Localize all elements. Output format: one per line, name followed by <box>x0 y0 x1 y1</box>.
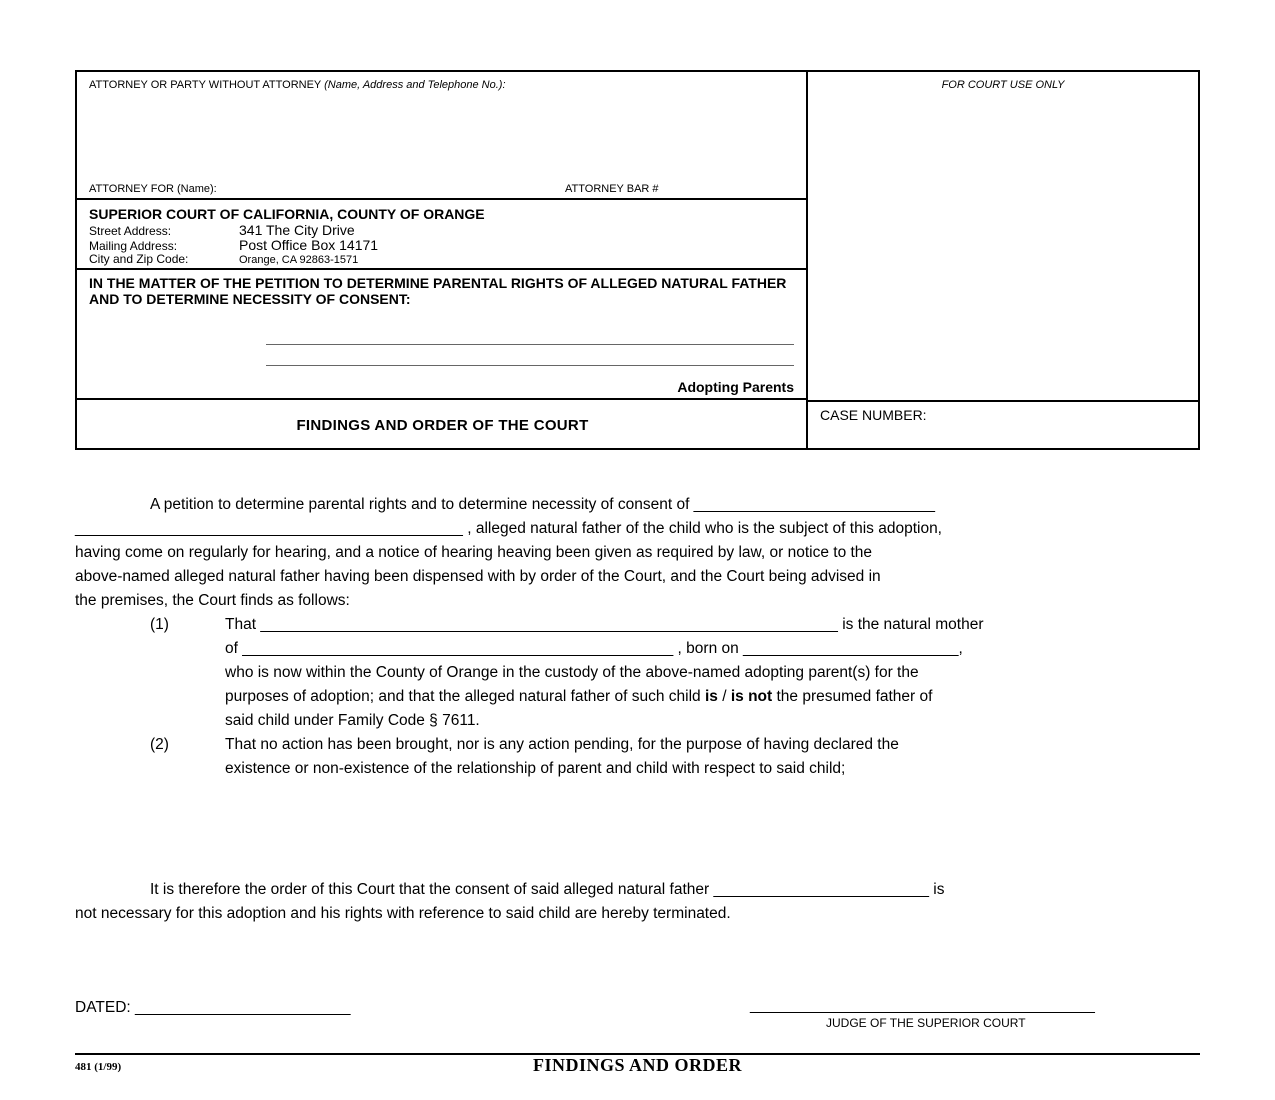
finding-1-line-3: who is now within the County of Orange in the custody of the above-named adopting parent(s) for the <box>225 664 919 681</box>
city-zip-label: City and Zip Code: <box>89 252 189 266</box>
adopting-parent-name-line-1[interactable] <box>266 344 794 345</box>
court-address-section <box>77 200 806 270</box>
matter-section <box>77 270 806 400</box>
mailing-address-row <box>89 237 378 253</box>
dated-field[interactable]: DATED: _________________________ <box>75 999 351 1016</box>
caption-right-column <box>808 72 1198 448</box>
mailing-address-label: Mailing Address: <box>89 239 178 253</box>
attorney-for-label: ATTORNEY FOR (Name): <box>89 183 217 195</box>
finding-1-line-2: of __________________________________________________ , born on _________________________, <box>225 640 963 657</box>
petition-line-4: above-named alleged natural father having been dispensed with by order of the Court, and the Court being advised in <box>75 568 881 585</box>
caption-left-column <box>77 72 808 448</box>
finding-1-line-5: said child under Family Code § 7611. <box>225 712 480 729</box>
finding-2-line-1: That no action has been brought, nor is any action pending, for the purpose of having declared the <box>225 736 899 753</box>
form-code: 481 (1/99) <box>75 1061 122 1073</box>
is-option[interactable]: is <box>704 688 718 705</box>
order-line-1: It is therefore the order of this Court that the consent of said alleged natural father _________________________ is <box>150 881 945 898</box>
is-not-option[interactable]: is not <box>730 688 773 705</box>
adopting-parents-label: Adopting Parents <box>677 379 794 395</box>
finding-1-line-4: purposes of adoption; and that the alleged natural father of such child is / is not the presumed father of <box>225 688 933 705</box>
court-use-only-label: FOR COURT USE ONLY <box>941 79 1065 91</box>
city-zip-value: Orange, CA 92863-1571 <box>239 254 359 266</box>
city-zip-row <box>89 252 358 266</box>
petition-line-2: _____________________________________________ , alleged natural father of the child who is the subject of this adoption, <box>75 520 942 537</box>
petition-line-1: A petition to determine parental rights and to determine necessity of consent of ____________________________ <box>150 496 936 513</box>
court-name: SUPERIOR COURT OF CALIFORNIA, COUNTY OF ORANGE <box>89 206 485 222</box>
attorney-section[interactable] <box>77 72 806 200</box>
attorney-label: ATTORNEY OR PARTY WITHOUT ATTORNEY (Name, Address and Telephone No.): <box>89 79 506 91</box>
matter-title: IN THE MATTER OF THE PETITION TO DETERMINE PARENTAL RIGHTS OF ALLEGED NATURAL FATHER AND TO DETERMINE NECESSITY OF CONSENT: <box>89 275 787 307</box>
finding-2-line-2: existence or non-existence of the relationship of parent and child with respect to said child; <box>225 760 846 777</box>
finding-2-number: (2) <box>150 736 169 753</box>
order-line-2: not necessary for this adoption and his rights with reference to said child are hereby terminated. <box>75 905 731 922</box>
judge-label: JUDGE OF THE SUPERIOR COURT <box>826 1016 1026 1030</box>
finding-1-number: (1) <box>150 616 169 633</box>
adopting-parent-name-line-2[interactable] <box>266 365 794 366</box>
footer-title: FINDINGS AND ORDER <box>532 1055 743 1075</box>
street-address-value: 341 The City Drive <box>239 222 355 238</box>
judge-signature-line[interactable]: ________________________________________ <box>750 997 1095 1014</box>
street-address-label: Street Address: <box>89 224 172 238</box>
caption-header <box>75 70 1200 450</box>
form-title: FINDINGS AND ORDER OF THE COURT <box>296 417 589 434</box>
petition-line-5: the premises, the Court finds as follows: <box>75 592 350 609</box>
case-number-label: CASE NUMBER: <box>820 407 927 423</box>
form-title-section <box>77 400 806 448</box>
petition-line-3: having come on regularly for hearing, and a notice of hearing heaving been given as required by law, or notice to the <box>75 544 873 561</box>
finding-1-line-1: That ___________________________________________________________________ is the natural mother <box>225 616 984 633</box>
attorney-bar-label: ATTORNEY BAR # <box>565 183 659 195</box>
case-number-box[interactable] <box>808 400 1198 448</box>
mailing-address-value: Post Office Box 14171 <box>239 237 379 253</box>
street-address-row <box>89 222 355 238</box>
